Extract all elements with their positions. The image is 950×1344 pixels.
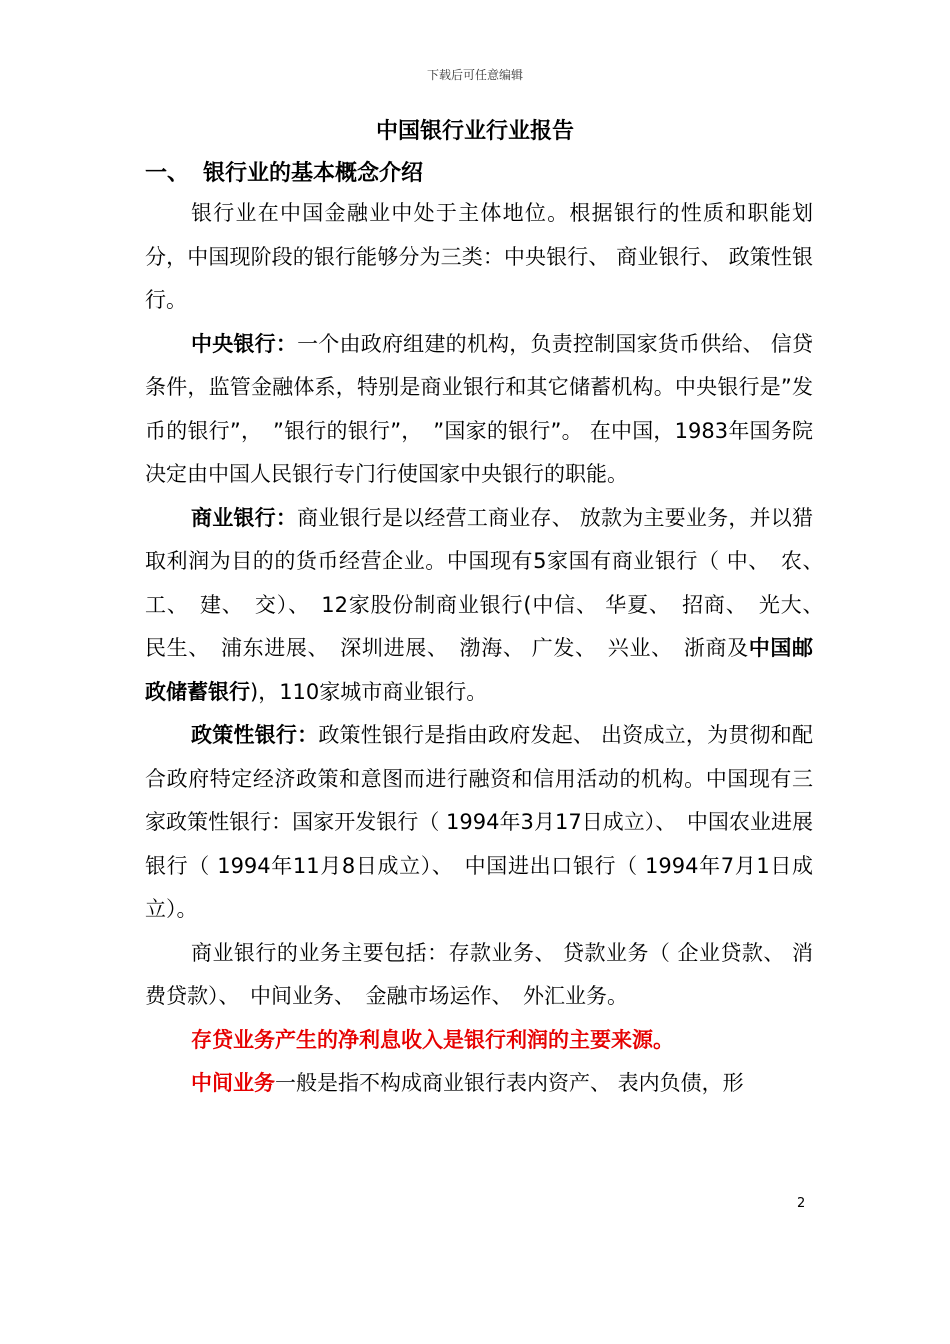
paragraph-intermediate-text: 一般是指不构成商业银行表内资产、 表内负债，形 bbox=[275, 1071, 744, 1095]
term-policy-bank: 政策性银行： bbox=[191, 723, 319, 747]
term-central-bank: 中央银行： bbox=[191, 331, 298, 356]
paragraph-intermediate bbox=[145, 1062, 813, 1106]
paragraph-policy-bank bbox=[145, 714, 813, 932]
term-intermediate-business: 中间业务 bbox=[191, 1071, 275, 1095]
paragraph-business-scope-text: 商业银行的业务主要包括：存款业务、 贷款业务（ 企业贷款、 消费贷款）、 中间业务、 金融市场运作、 外汇业务。 bbox=[145, 940, 813, 1008]
section-number: 一、 bbox=[145, 161, 190, 186]
postal-savings-bank: 中国邮政储蓄银行 bbox=[145, 636, 813, 704]
section-title: 银行业的基本概念介绍 bbox=[203, 161, 424, 186]
paragraph-intro-text: 银行业在中国金融业中处于主体地位。根据银行的性质和职能划分，中国现阶段的银行能够分为三类：中央银行、 商业银行、 政策性银行。 bbox=[145, 201, 813, 312]
paragraph-intro bbox=[145, 192, 813, 323]
term-commercial-bank: 商业银行： bbox=[191, 505, 298, 530]
paragraph-business-scope bbox=[145, 932, 813, 1019]
paragraph-central-bank bbox=[145, 323, 813, 497]
paragraph-policy-bank-text: 政策性银行是指由政府发起、 出资成立，为贯彻和配合政府特定经济政策和意图而进行融资和信用活动的机构。中国现有三家政策性银行：国家开发银行（ 1994年3月17日成立）、 中国农业进展银行（ 1994年11月8日成立）、 中国进出口银行（ 1994年7月1日成立）。 bbox=[145, 723, 813, 921]
paragraph-commercial-bank bbox=[145, 497, 834, 715]
page-header: 下载后可任意编辑 bbox=[426, 68, 523, 82]
document-body bbox=[145, 192, 834, 1106]
paragraph-commercial-bank-text: 商业银行是以经营工商业存、 放款为主要业务，并以猎取利润为目的的货币经营企业。中国现有5家国有商业银行（ 中、 农、 工、 建、 交）、 12家股份制商业银行(中信、 华夏、 招商、 光大、 民生、 浦东进展、 深圳进展、 渤海、 广发、 兴业、 浙商及 bbox=[145, 505, 834, 660]
emphasis-net-interest: 存贷业务产生的净利息收入是银行利润的主要来源。 bbox=[191, 1027, 674, 1052]
paragraph-emphasis bbox=[145, 1019, 813, 1063]
page-number: 2 bbox=[797, 1196, 806, 1211]
section-heading bbox=[145, 156, 423, 187]
paragraph-central-bank-text: 一个由政府组建的机构，负责控制国家货币供给、 信贷条件，监管金融体系，特别是商业银行和其它储蓄机构。中央银行是”发币的银行”， ”银行的银行”， ”国家的银行”。 在中国，1983年国务院决定由中国人民银行专门行使国家中央银行的职能。 bbox=[145, 331, 813, 486]
paragraph-commercial-bank-tail: )，110家城市商业银行。 bbox=[250, 679, 488, 704]
document-title: 中国银行业行业报告 bbox=[375, 119, 574, 144]
